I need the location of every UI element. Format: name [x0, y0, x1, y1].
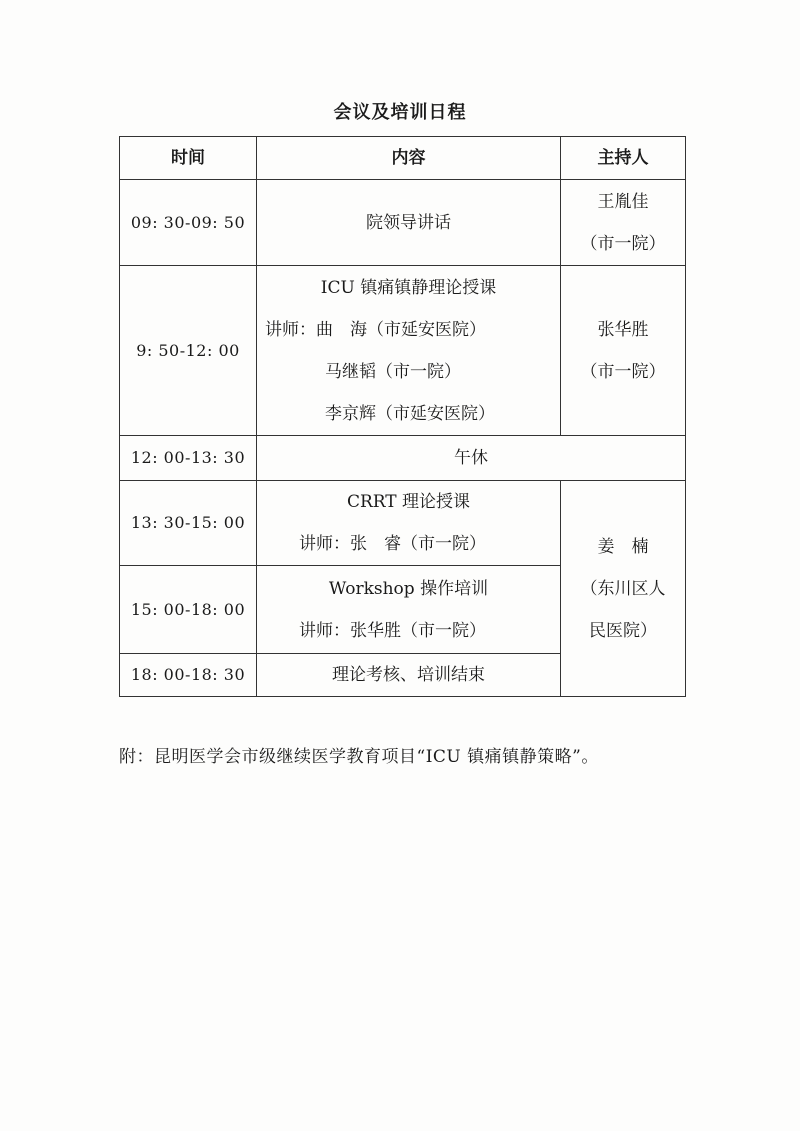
- content-line: 午休: [454, 448, 488, 468]
- host-cell: [561, 481, 686, 697]
- content-line: ICU 镇痛镇静理论授课: [320, 277, 497, 298]
- content-cell: [257, 266, 561, 436]
- content-line: 院领导讲话: [366, 212, 451, 233]
- content-line: 李京辉（市延安医院）: [325, 403, 495, 424]
- host-org: （市一院）: [580, 233, 666, 254]
- host-cell: [561, 266, 686, 436]
- table-row: [120, 266, 686, 436]
- table-row: [120, 180, 686, 266]
- content-line: 讲师：曲 海（市延安医院）: [265, 319, 486, 340]
- time-cell: 18: 00-18: 30: [120, 654, 257, 697]
- time-cell: 15: 00-18: 00: [120, 566, 257, 654]
- content-cell: [257, 180, 561, 266]
- content-line: 马继韬（市一院）: [325, 361, 461, 382]
- table-row: [120, 436, 686, 481]
- host-name: 张华胜: [597, 319, 649, 340]
- header-time: 时间: [120, 137, 257, 180]
- footnote: 附：昆明医学会市级继续医学教育项目“ICU 镇痛镇静策略”。: [119, 747, 599, 767]
- content-line: 讲师：张 睿（市一院）: [299, 534, 486, 554]
- host-org: （东川区人: [580, 578, 666, 599]
- host-name: 王胤佳: [597, 191, 649, 212]
- content-line: Workshop 操作培训: [328, 578, 489, 599]
- header-host: 主持人: [561, 137, 686, 180]
- page-title: 会议及培训日程: [333, 102, 467, 123]
- time-cell: 12: 00-13: 30: [120, 436, 257, 481]
- host-org: 民医院）: [589, 620, 657, 641]
- schedule-table: [119, 136, 686, 697]
- content-cell: [257, 436, 686, 481]
- content-cell: [257, 481, 561, 566]
- content-line: 讲师：张华胜（市一院）: [299, 620, 486, 641]
- host-cell: [561, 180, 686, 266]
- time-cell: 13: 30-15: 00: [120, 481, 257, 566]
- header-content: 内容: [257, 137, 561, 180]
- content-line: 理论考核、培训结束: [332, 665, 485, 685]
- table-row: [120, 481, 686, 566]
- time-cell: 9: 50-12: 00: [120, 266, 257, 436]
- content-cell: [257, 654, 561, 697]
- host-org: （市一院）: [580, 361, 666, 382]
- time-cell: 09: 30-09: 50: [120, 180, 257, 266]
- content-line: CRRT 理论授课: [346, 492, 471, 512]
- table-header-row: [120, 137, 686, 180]
- host-name: 姜 楠: [597, 536, 649, 557]
- content-cell: [257, 566, 561, 654]
